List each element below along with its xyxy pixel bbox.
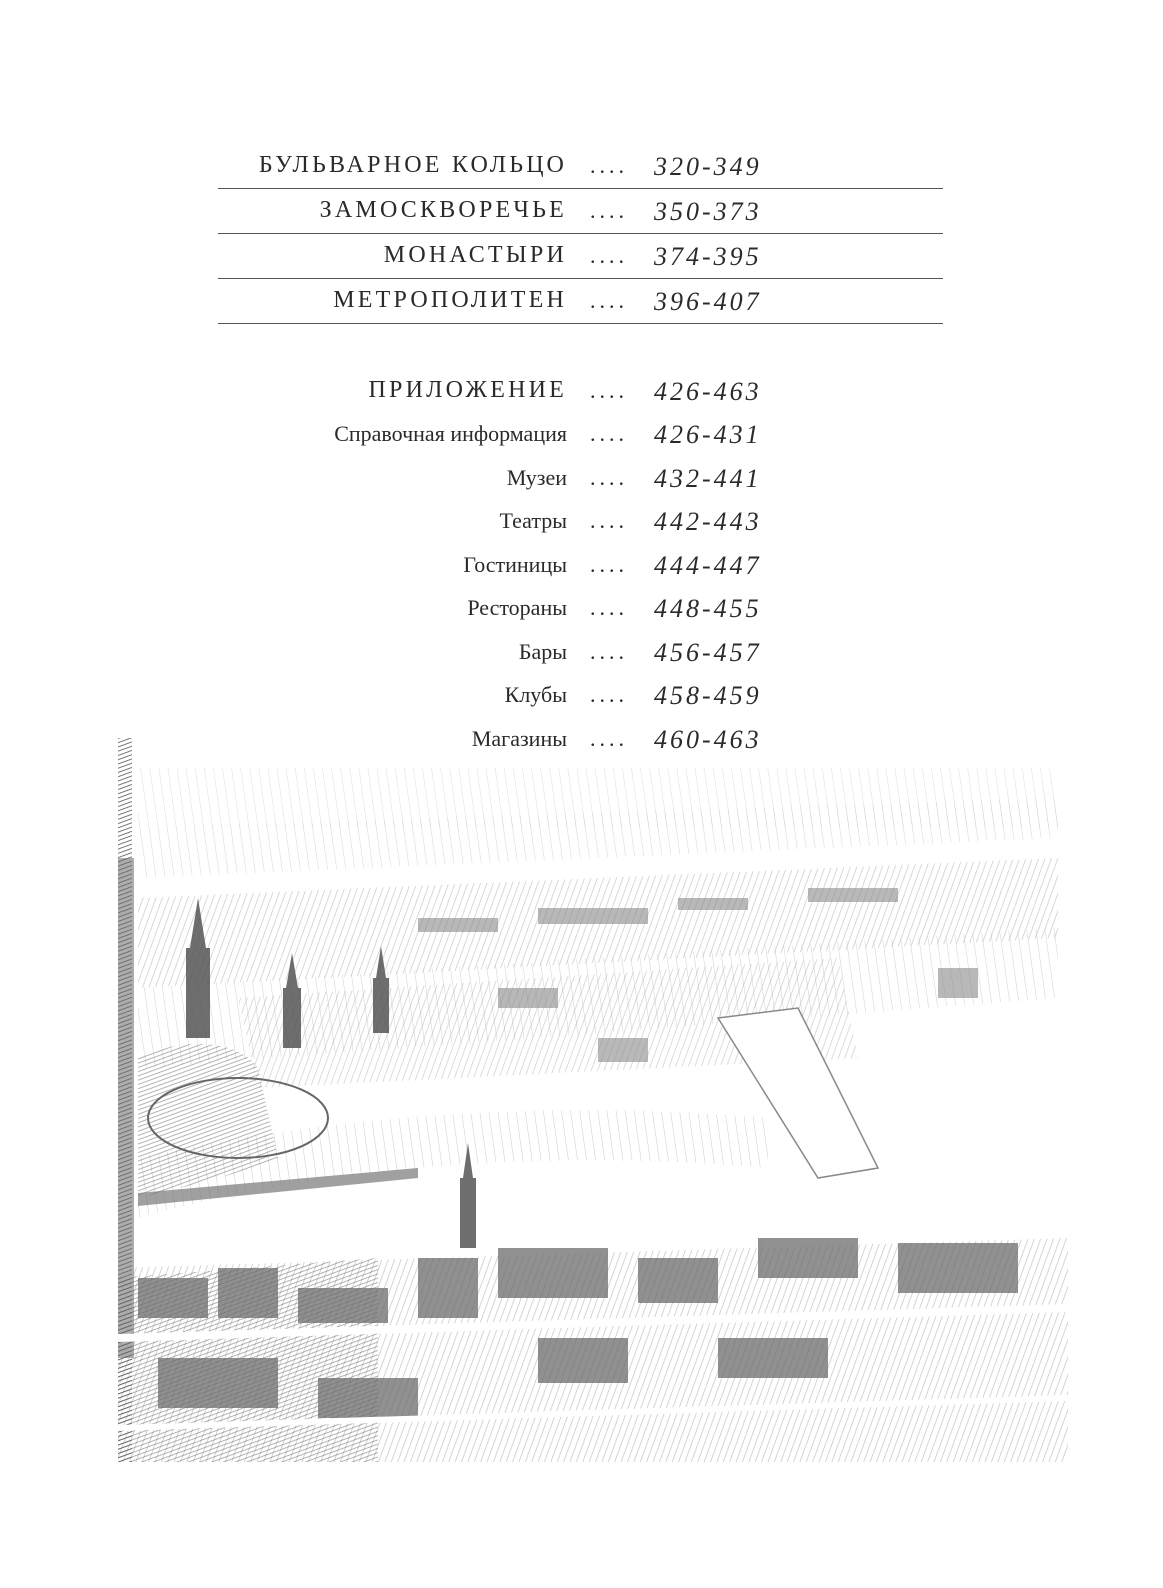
dot-leader: ....	[590, 377, 628, 403]
dot-leader: ....	[590, 551, 628, 577]
toc-entry-pages: 320-349	[654, 152, 762, 181]
dot-leader: ....	[590, 682, 628, 707]
appendix-entry-pages: 426-431	[654, 420, 762, 449]
table-of-contents	[218, 150, 943, 324]
appendix-entry-title: Клубы	[504, 682, 567, 707]
toc-entry	[218, 234, 943, 279]
toc-entry	[218, 279, 943, 324]
city-panorama-engraving	[118, 738, 1068, 1462]
appendix-pages: 426-463	[654, 376, 762, 406]
appendix-entry-pages: 448-455	[654, 594, 762, 623]
appendix-entry-title: Магазины	[471, 725, 567, 751]
appendix-entry-pages: 456-457	[654, 637, 762, 667]
toc-entry-pages: 374-395	[654, 242, 762, 271]
appendix-entry-title: Справочная информация	[334, 421, 567, 446]
dot-leader: ....	[590, 153, 628, 178]
dot-leader: ....	[590, 243, 628, 268]
appendix-entry-title: Гостиницы	[463, 551, 567, 577]
appendix-entry-pages: 444-447	[654, 550, 762, 580]
appendix-entry	[218, 673, 943, 717]
appendix-entry	[218, 629, 943, 673]
dot-leader: ....	[590, 725, 628, 751]
appendix-entry	[218, 499, 943, 543]
dot-leader: ....	[590, 198, 628, 223]
appendix-entry	[218, 542, 943, 586]
toc-entry	[218, 189, 943, 234]
appendix-entry	[218, 586, 943, 630]
appendix-title: ПРИЛОЖЕНИЕ	[368, 376, 567, 403]
appendix-entry-title: Театры	[499, 508, 567, 533]
appendix-contents	[218, 368, 943, 760]
appendix-entry	[218, 412, 943, 456]
dot-leader: ....	[590, 288, 628, 313]
toc-entry-title: МОНАСТЫРИ	[383, 242, 567, 268]
dot-leader: ....	[590, 508, 628, 533]
toc-entry	[218, 150, 943, 189]
dot-leader: ....	[590, 595, 628, 620]
dot-leader: ....	[590, 638, 628, 664]
appendix-entry-pages: 442-443	[654, 507, 762, 536]
appendix-entry-title: Музеи	[506, 464, 567, 490]
appendix-entry	[218, 455, 943, 499]
appendix-entry-title: Бары	[518, 638, 567, 664]
dot-leader: ....	[590, 464, 628, 490]
toc-entry-pages: 396-407	[654, 287, 762, 316]
appendix-heading	[218, 368, 943, 412]
toc-entry-pages: 350-373	[654, 197, 762, 226]
appendix-entry-title: Рестораны	[467, 595, 567, 620]
appendix-entry-pages: 432-441	[654, 463, 762, 493]
toc-entry-title: МЕТРОПОЛИТЕН	[333, 287, 567, 313]
dot-leader: ....	[590, 421, 628, 446]
toc-entry-title: ЗАМОСКВОРЕЧЬЕ	[319, 197, 567, 223]
toc-entry-title: БУЛЬВАРНОЕ КОЛЬЦО	[258, 152, 567, 178]
appendix-entry-pages: 460-463	[654, 724, 762, 754]
appendix-entry-pages: 458-459	[654, 681, 762, 710]
